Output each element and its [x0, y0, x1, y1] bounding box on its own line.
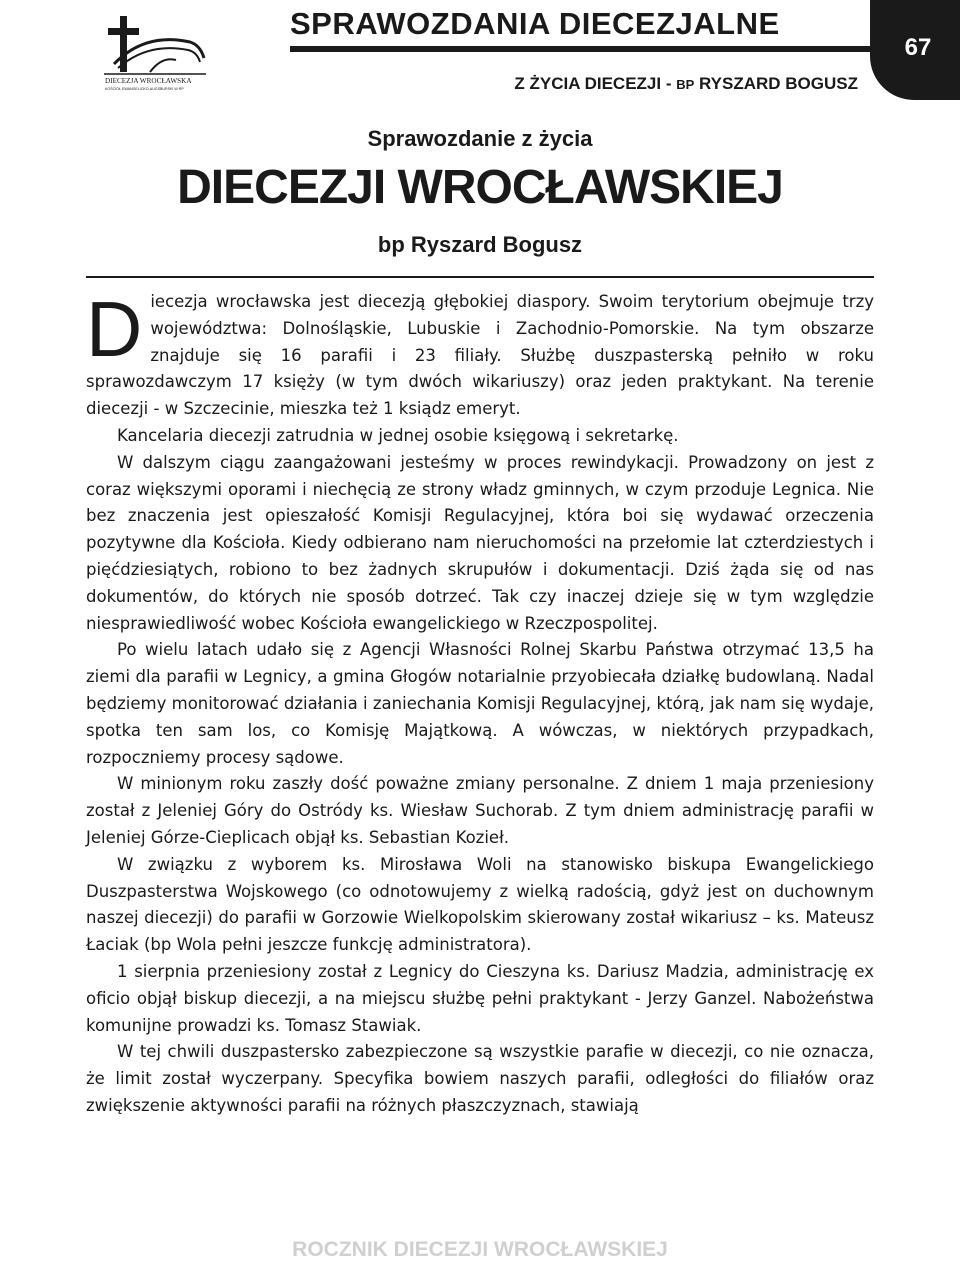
header-author-name: RYSZARD BOGUSZ: [694, 74, 858, 93]
paragraph-3: W dalszym ciągu zaangażowani jesteśmy w proces rewindykacji. Prowadzony on jest z coraz większymi oporami i niechęcią ze strony władz gminnych, w czym przoduje Legnica. Nie bez znaczenia jest opieszałość Komisji Regulacyjnej, która boi się wydawać orzeczenia pozytywne dla Kościoła. Kiedy odbierano nam nieruchomości na przełomie lat czterdziestych i pięćdziesiątych, robiono to bez żadnych skrupułów i dokumentacji. Dziś żąda się od nas dokumentów, do których nie sposób dotrzeć. Tak czy inaczej dzieje się w tym względzie niesprawiedliwość wobec Kościoła ewangelickiego w Rzeczpospolitej.: [86, 452, 874, 633]
paragraph-text: iecezja wrocławska jest diecezją głębokiej diaspory. Swoim terytorium obejmuje trzy województwa: Dolnośląskie, Lubuskie i Zachodnio-Pomorskie. Na tym obszarze znajduje się 16 parafii i 23 filiały. Służbę duszpasterską pełniło w roku sprawozdawczym 17 księży (w tym dwóch wikariuszy) oraz jeden praktykant. Na terenie diecezji - w Szczecinie, mieszka też 1 ksiądz emeryt.: [86, 292, 874, 419]
header-section-line: [290, 74, 858, 94]
title-divider: [86, 276, 874, 278]
header-section: Z ŻYCIA DIECEZJI -: [514, 74, 677, 93]
paragraph-6: W związku z wyborem ks. Mirosława Woli na stanowisko biskupa Ewangelickiego Duszpasterstwa Wojskowego (co odnotowujemy z wielką radością, gdyż jest on duchownym naszej diecezji) do parafii w Gorzowie Wielkopolskim skierowany został wikariusz – ks. Mateusz Łaciak (bp Wola pełni jeszcze funkcję administratora).: [86, 854, 874, 955]
logo-text-diocese: DIECEZJA WROCŁAWSKA: [105, 77, 192, 85]
page-number: 67: [904, 34, 932, 61]
paragraph-7: 1 sierpnia przeniesiony został z Legnicy do Cieszyna ks. Dariusz Madzia, administrację ex oficio objął biskup diecezji, a na miejscu służbę pełni praktykant - Jerzy Ganzel. Nabożeństwa komunijne prowadzi ks. Tomasz Stawiak.: [86, 961, 874, 1035]
drop-cap: D: [86, 285, 143, 373]
paragraph-2: Kancelaria diecezji zatrudnia w jednej osobie księgową i sekretarkę.: [117, 425, 679, 445]
article-kicker: Sprawozdanie z życia: [367, 126, 593, 151]
paragraph-8: W tej chwili duszpastersko zabezpieczone są wszystkie parafie w diecezji, co nie oznacza, że limit został wyczerpany. Specyfika bowiem naszych parafii, odległości do filiałów oraz zwiększenie aktywności parafii na różnych płaszczyznach, stawiają: [86, 1042, 874, 1115]
cross-and-arch-icon: [100, 12, 210, 92]
diocese-logo: [100, 12, 210, 92]
header-title: SPRAWOZDANIA DIECEZJALNE: [290, 6, 780, 41]
header-author-title: BP: [676, 77, 695, 92]
paragraph-4: Po wielu latach udało się z Agencji Własności Rolnej Skarbu Państwa otrzymać 13,5 ha ziemi dla parafii w Legnicy, a gmina Głogów notarialnie przyobiecała działkę budowlaną. Nadal będziemy monitorować działania i zaniechania Komisji Regulacyjnej, którą, jak nam się wydaje, spotka ten sam los, co Komisję Majątkową. A wówczas, w niektórych przypadkach, rozpoczniemy procesy sądowe.: [86, 640, 874, 767]
article-title: DIECEZJI WROCŁAWSKIEJ: [177, 161, 783, 214]
logo-text-church: KOŚCIÓŁ EWANGELICKO-AUGSBURSKI W RP: [105, 87, 184, 91]
paragraph-1: [86, 285, 874, 423]
header-divider: [290, 46, 870, 52]
article-author: bp Ryszard Bogusz: [377, 232, 583, 257]
page-footer: ROCZNIK DIECEZJI WROCŁAWSKIEJ: [292, 1238, 668, 1261]
paragraph-5: W minionym roku zaszły dość poważne zmiany personalne. Z dniem 1 maja przeniesiony został z Jeleniej Góry do Ostródy ks. Wiesław Suchorab. Z tym dniem administrację parafii w Jeleniej Górze-Cieplicach objął ks. Sebastian Kozieł.: [86, 774, 874, 847]
article-body: [86, 285, 874, 1120]
